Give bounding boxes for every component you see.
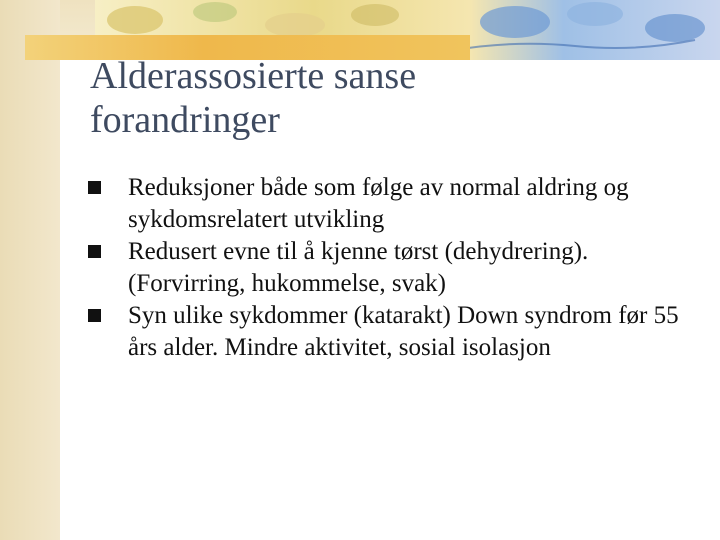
bullet-text: Redusert evne til å kjenne tørst (dehydrering). (Forvirring, hukommelse, svak)	[128, 238, 589, 297]
bullet-item	[88, 300, 688, 364]
square-bullet-icon	[88, 181, 101, 194]
bullet-list	[88, 172, 688, 364]
left-background-band	[0, 0, 60, 540]
bullet-text: Reduksjoner både som følge av normal aldring og sykdomsrelatert utvikling	[128, 174, 629, 233]
square-bullet-icon	[88, 309, 101, 322]
slide-title	[90, 54, 690, 142]
slide-title-line-2: forandringer	[90, 99, 280, 141]
square-bullet-icon	[88, 245, 101, 258]
bullet-item	[88, 236, 688, 300]
slide-title-line-1: Alderassosierte sanse	[90, 55, 417, 97]
bullet-text: Syn ulike sykdommer (katarakt) Down syndrom før 55 års alder. Mindre aktivitet, sosial isolasjon	[128, 302, 679, 361]
bullet-item	[88, 172, 688, 236]
